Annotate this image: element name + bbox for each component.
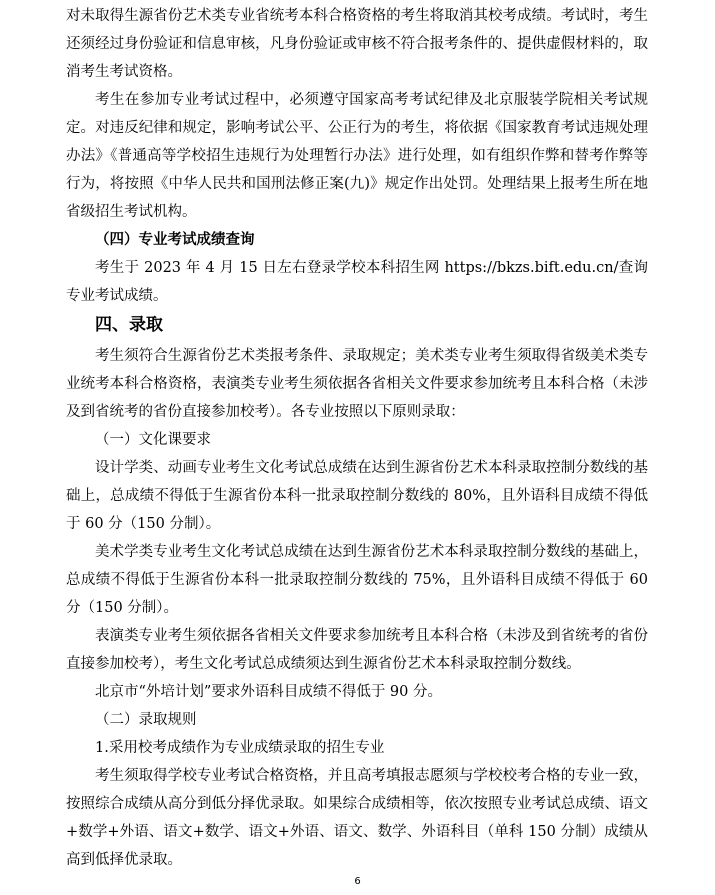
- paragraph-ranking-rules: 考生须取得学校专业考试合格资格，并且高考填报志愿须与学校校考合格的专业一致，按照综合成绩从高分到低分择优录取。如果综合成绩相等，依次按照专业考试总成绩、语文+数学+外语、语文+数学、语文+外语、语文、数学、外语科目（单科 150 分制）成绩从高到低择优录取。: [66, 768, 648, 868]
- subheading-school-exam-majors: 1.采用校考成绩作为专业成绩录取的招生专业: [95, 740, 385, 756]
- paragraph-exam-discipline: 考生在参加专业考试过程中，必须遵守国家高考考试纪律及北京服装学院相关考试规定。对违反纪律和规定，影响考试公平、公正行为的考生，将依据《国家教育考试违规处理办法》《普通高等学校招生违规行为处理暂行办法》进行处理，如有组织作弊和替考作弊等行为，将按照《中华人民共和国刑法修正案(九)》规定作出处罚。处理结果上报考生所在地省级招生考试机构。: [66, 92, 648, 220]
- paragraph-admission-conditions: 考生须符合生源省份艺术类报考条件、录取规定；美术类专业考生须取得省级美术类专业统考本科合格资格，表演类专业考生须依据各省相关文件要求参加统考且本科合格（未涉及到省统考的省份直接参加校考）。各专业按照以下原则录取：: [66, 348, 648, 420]
- subheading-admission-rules: （二）录取规则: [95, 712, 197, 728]
- paragraph-exam-qualification: 对未取得生源省份艺术类专业省统考本科合格资格的考生将取消其校考成绩。考试时，考生还须经过身份验证和信息审核，凡身份验证或审核不符合报考条件的、提供虚假材料的，取消考生考试资格。: [66, 8, 648, 80]
- paragraph-score-query: 考生于 2023 年 4 月 15 日左右登录学校本科招生网 https://bkzs.bift.edu.cn/查询专业考试成绩。: [66, 260, 648, 304]
- paragraph-design-requirements: 设计学类、动画专业考生文化考试总成绩在达到生源省份艺术本科录取控制分数线的基础上，总成绩不得低于生源省份本科一批录取控制分数线的 80%，且外语科目成绩不得低于 60 分（150 分制）。: [66, 460, 648, 532]
- section-heading-admission: 四、录取: [95, 315, 163, 335]
- paragraph-performance-requirements: 表演类专业考生须依据各省相关文件要求参加统考且本科合格（未涉及到省统考的省份直接参加校考），考生文化考试总成绩须达到生源省份艺术本科录取控制分数线。: [66, 628, 648, 672]
- paragraph-fine-arts-requirements: 美术学类专业考生文化考试总成绩在达到生源省份艺术本科录取控制分数线的基础上，总成绩不得低于生源省份本科一批录取控制分数线的 75%，且外语科目成绩不得低于 60 分（150 分制）。: [66, 544, 648, 616]
- page-number: 6: [354, 876, 361, 887]
- subheading-culture-requirements: （一）文化课要求: [95, 432, 211, 448]
- paragraph-beijing-plan: 北京市“外培计划”要求外语科目成绩不得低于 90 分。: [95, 684, 442, 700]
- heading-score-query: （四）专业考试成绩查询: [95, 231, 255, 248]
